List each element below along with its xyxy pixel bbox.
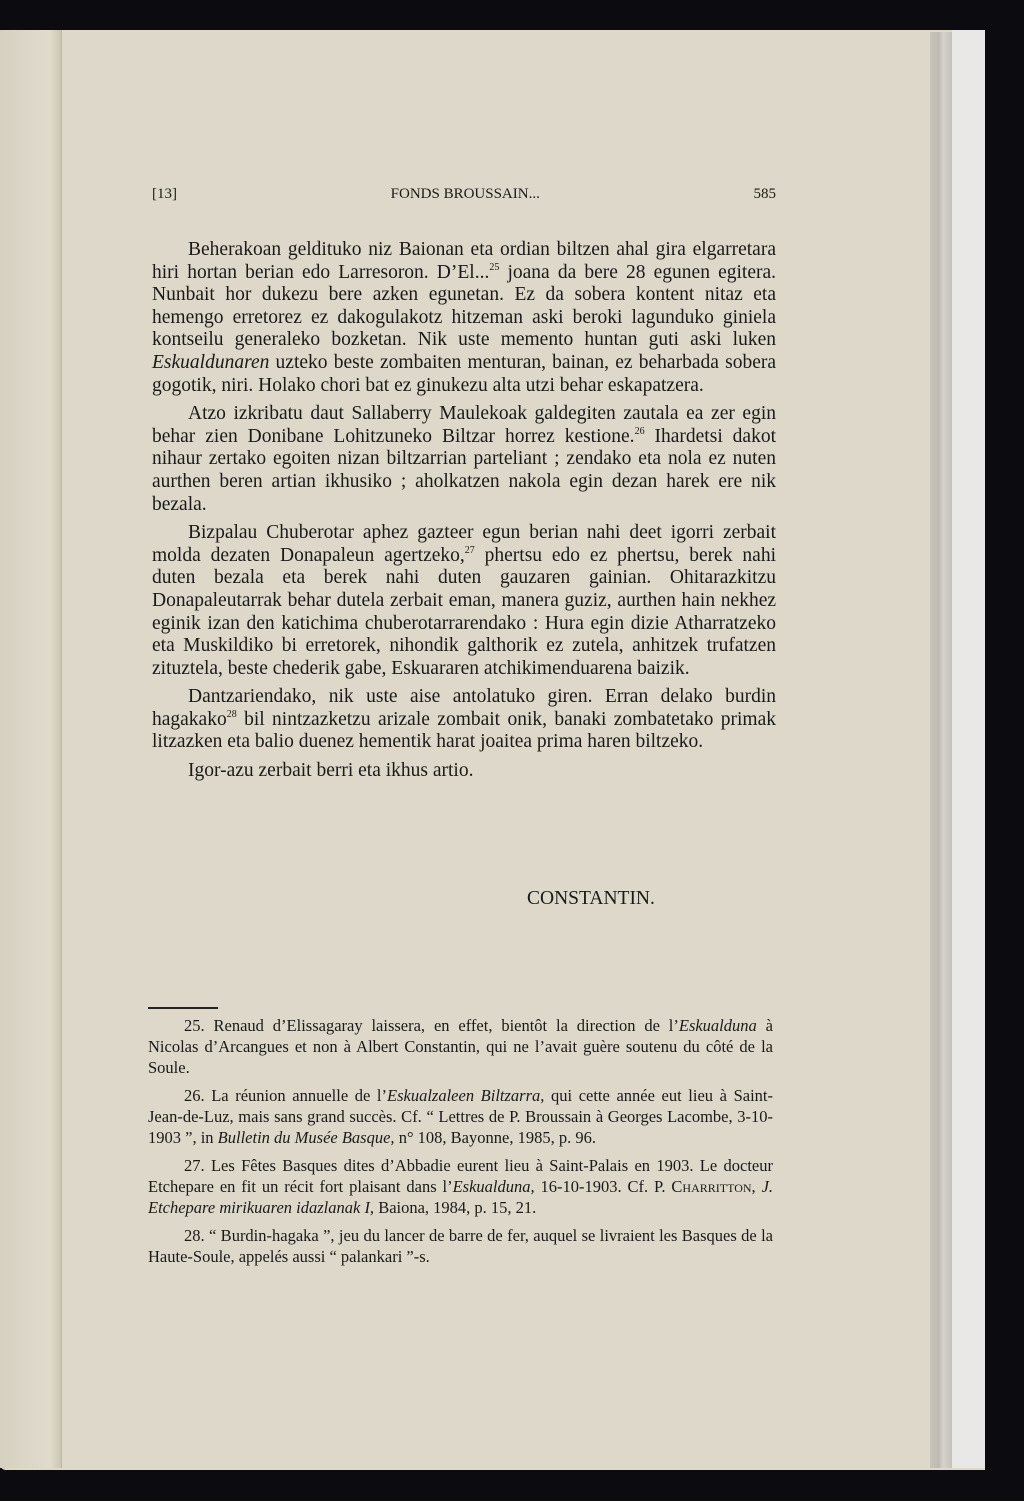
running-title: FONDS BROUSSAIN... bbox=[390, 186, 540, 202]
text: Atzo izkribatu daut Sallaberry Maulekoak galdegiten zautala ea zer egin behar zien Donibane Lohitzuneko Biltzar horrez kestione. bbox=[152, 403, 776, 447]
italic-title: Bulletin du Musée Basque, bbox=[217, 1128, 395, 1147]
running-header bbox=[152, 186, 776, 203]
footnotes bbox=[148, 1015, 773, 1274]
footnote-25 bbox=[148, 1015, 773, 1078]
text: à Nicolas d’Arcangues et non à Albert Constantin, qui ne l’avait guère soutenu du côté de la Soule. bbox=[148, 1016, 773, 1077]
italic-title: Eskualduna, bbox=[452, 1177, 535, 1196]
text: 16-10-1903. Cf. P. bbox=[534, 1177, 672, 1196]
text: joana da bere 28 egunen egitera. Nunbait hor dukezu bere azken egunetan. Ez da sobera kontent nitaz eta hemengo erretorez ez dakogulakotz hitzeman aski beroki lagunduko giniela kontseilu generaleko bozketan. Nik uste memento huntan guti aski luken bbox=[152, 261, 777, 351]
paragraph bbox=[152, 403, 776, 516]
page-number: 585 bbox=[753, 186, 776, 202]
author-name: Charritton, bbox=[671, 1177, 756, 1196]
footnote-ref: 28 bbox=[226, 708, 237, 720]
section-number: [13] bbox=[152, 186, 177, 202]
text: uzteko beste zombaiten menturan, bainan, ez beharbada sobera gogotik, niri. Holako chori bat ez ginukezu alta utzi behar eskapatzera. bbox=[152, 351, 776, 396]
text: qui cette année eut lieu à Saint-Jean-de-Luz, mais sans grand succès. Cf. “ Lettres de P. Broussain à Georges Lacombe, 3-10-1903 ”, in bbox=[148, 1086, 773, 1147]
text: Beherakoan geldituko niz Baionan eta ordian biltzen ahal gira elgarretara hiri hortan berian edo Larresoron. D’El... bbox=[152, 239, 776, 283]
text: Ihardetsi dakot nihaur zertako egoiten nizan biltzarrian parteliant ; zendako eta nola ez nuten aurthen beren artian ikhusiko ; aholkatzen nakola egin dezan harek ere nik bezala. bbox=[152, 425, 777, 515]
text: Bizpalau Chuberotar aphez gazteer egun berian nahi deet igorri zerbait molda dezaten Donapaleun agertzeko, bbox=[152, 522, 776, 566]
text: bil nintzazketzu arizale zombait onik, banaki zombatetako primak litzazken eta balio duenez hementik harat joaitea prima haren biltzeko. bbox=[152, 708, 776, 753]
text: 26. La réunion annuelle de l’ bbox=[184, 1086, 388, 1105]
italic-title: Eskualzaleen Biltzarra, bbox=[387, 1086, 545, 1105]
text: 25. Renaud d’Elissagaray laissera, en effet, bientôt la direction de l’ bbox=[184, 1016, 679, 1035]
text: n° 108, Bayonne, 1985, p. 96. bbox=[394, 1128, 596, 1147]
italic-title: J. Etchepare mirikuaren idazlanak I, bbox=[148, 1177, 774, 1217]
footnote-ref: 27 bbox=[464, 544, 475, 556]
page-edge-white bbox=[952, 30, 985, 1468]
footnote-28: 28. “ Burdin-hagaka ”, jeu du lancer de barre de fer, auquel se livraient les Basques de la Haute-Soule, appelés aussi “ palankari ”-s. bbox=[148, 1226, 773, 1266]
paragraph bbox=[152, 686, 776, 754]
signature: CONSTANTIN. bbox=[527, 888, 655, 909]
paragraph: Igor-azu zerbait berri eta ikhus artio. bbox=[188, 760, 474, 782]
paragraph bbox=[152, 239, 776, 397]
text: Baiona, 1984, p. 15, 21. bbox=[374, 1198, 537, 1217]
paragraph bbox=[152, 522, 776, 680]
footnote-26 bbox=[148, 1085, 773, 1148]
text: phertsu edo ez phertsu, berek nahi duten bezala eta berek nahi duten gauzaren gainian. Ohitarazkitzu Donapaleutarrak behar dutela zerbait eman, manera guziz, aurthen hain nekhez eginik izan den katichima chuberotarrarendako : Hura egin dizie Atharratzeko eta Muskildiko bi erretorek, nihondik galthorik ez zutela, anhitzek trufatzen zituztela, beste chederik gabe, Eskuararen atchikimenduarena baizik. bbox=[152, 544, 777, 679]
book-gutter bbox=[0, 30, 62, 1468]
page-stack-edge bbox=[930, 32, 952, 1468]
footnote-rule bbox=[148, 1007, 218, 1009]
footnote-ref: 26 bbox=[634, 425, 645, 437]
text: Dantzariendako, nik uste aise antolatuko giren. Erran delako burdin hagakako bbox=[152, 686, 776, 730]
text: 27. Les Fêtes Basques dites d’Abbadie eurent lieu à Saint-Palais en 1903. Le docteur Etchepare en fit un récit fort plaisant dans l’ bbox=[148, 1156, 773, 1196]
footnote-27 bbox=[148, 1155, 773, 1218]
italic-title: Eskualduna bbox=[678, 1016, 757, 1035]
footnote-ref: 25 bbox=[489, 261, 500, 273]
letter-body bbox=[152, 239, 776, 789]
italic-title: Eskualdunaren bbox=[152, 351, 270, 373]
